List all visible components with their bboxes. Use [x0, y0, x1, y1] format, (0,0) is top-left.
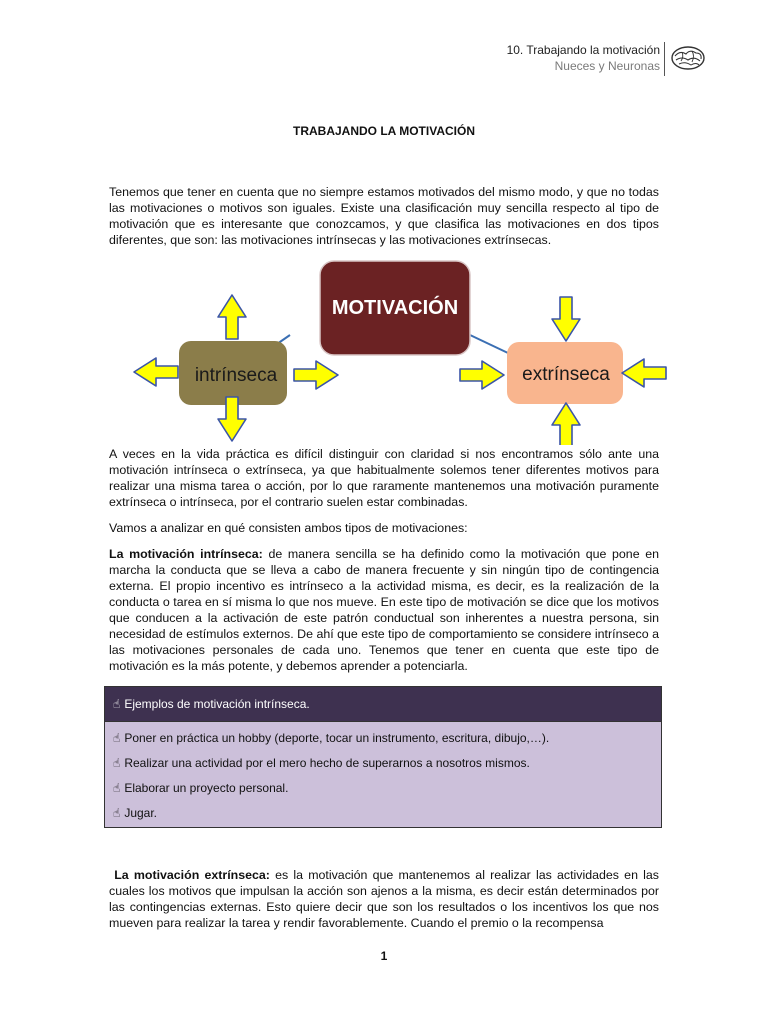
arrow-in-bottom-icon [552, 403, 580, 445]
motivation-diagram [100, 255, 680, 445]
arrow-left-icon [134, 358, 178, 386]
list-item: ☝ Realizar una actividad por el mero hecho de superarnos a nosotros mismos. [113, 756, 530, 770]
examples-list [105, 722, 661, 827]
pointing-hand-icon: ☝ [113, 731, 121, 745]
header-subtitle: Nueces y Neuronas [554, 59, 660, 73]
intro-paragraph: Tenemos que tener en cuenta que no siempre estamos motivados del mismo modo, y que no todas las motivaciones o motivos son iguales. Existe una clasificación muy sencilla respecto al tipo de motivación que es interesante que conozcamos, y que clasifica las motivaciones en dos tipos diferentes, que son: las motivaciones intrínsecas y las motivaciones extrínsecas. [109, 185, 659, 247]
header-divider [664, 42, 665, 76]
pointing-hand-icon: ☝ [113, 697, 121, 711]
connector-right [470, 335, 508, 353]
extrinsic-label: extrínseca [522, 364, 610, 385]
document-title: TRABAJANDO LA MOTIVACIÓN [293, 124, 475, 138]
intrinsic-paragraph [109, 546, 659, 674]
header-title: 10. Trabajando la motivación [506, 43, 660, 57]
extrinsic-paragraph [109, 867, 659, 931]
extrinsic-body: es la motivación que mantenemos al realizar las actividades en las cuales los motivos que impulsan la acción son ajenos a la misma, es decir están determinados por las contingencias externas. Esto quiere decir que son los resultados o los incentivos los que nos mueven para realizar la tarea y rendir favorablemente. Cuando el premio o la recompensa [109, 868, 659, 930]
running-header [507, 42, 660, 74]
pointing-hand-icon: ☝ [113, 806, 121, 820]
page-number: 1 [380, 949, 388, 963]
combined-paragraph: A veces en la vida práctica es difícil distinguir con claridad si nos encontramos sólo ante una motivación intrínseca o extrínseca, ya que habitualmente solemos tener diferentes motivos para realizar una misma tarea o acción, por lo que raramente mantenemos una motivación puramente extrínseca o intrínseca, por el contrario suelen estar combinadas. [109, 447, 659, 509]
intrinsic-label: intrínseca [194, 365, 278, 386]
examples-heading-text: Ejemplos de motivación intrínseca. [124, 697, 310, 711]
brain-logo-icon [670, 44, 706, 72]
list-item: ☝ Poner en práctica un hobby (deporte, tocar un instrumento, escritura, dibujo,…). [113, 731, 550, 745]
intrinsic-lead: La motivación intrínseca: [109, 547, 263, 561]
examples-box [104, 686, 662, 828]
arrow-in-right-icon [622, 359, 666, 387]
list-item: ☝ Elaborar un proyecto personal. [113, 781, 289, 795]
analyze-paragraph: Vamos a analizar en qué consisten ambos tipos de motivaciones: [109, 521, 468, 535]
extrinsic-lead: La motivación extrínseca: [114, 868, 270, 882]
center-label: MOTIVACIÓN [331, 297, 459, 319]
arrow-in-left-icon [460, 361, 504, 389]
examples-heading [105, 687, 661, 722]
list-item: ☝ Jugar. [113, 806, 158, 820]
arrow-right-icon [294, 361, 338, 389]
arrow-up-icon [218, 295, 246, 339]
arrow-in-top-icon [552, 297, 580, 341]
intrinsic-body: de manera sencilla se ha definido como la motivación que pone en marcha la conducta que se lleva a cabo de manera frecuente y sin ningún tipo de contingencia externa. El propio incentivo es intrínseco a la actividad misma, es decir, es la realización de la conducta o tarea en sí misma lo que nos mueve. En este tipo de motivación se dice que los motivos que conducen a la activación de este patrón conductual son inherentes a nuestra persona, sin necesidad de estímulos externos. De ahí que este tipo de comportamiento se considere intrínseco a las motivaciones personales de cada uno. Tenemos que tener en cuenta que este tipo de motivación es la más potente, y debemos aprender a potenciarla. [109, 547, 660, 673]
pointing-hand-icon: ☝ [113, 781, 121, 795]
pointing-hand-icon: ☝ [113, 756, 121, 770]
